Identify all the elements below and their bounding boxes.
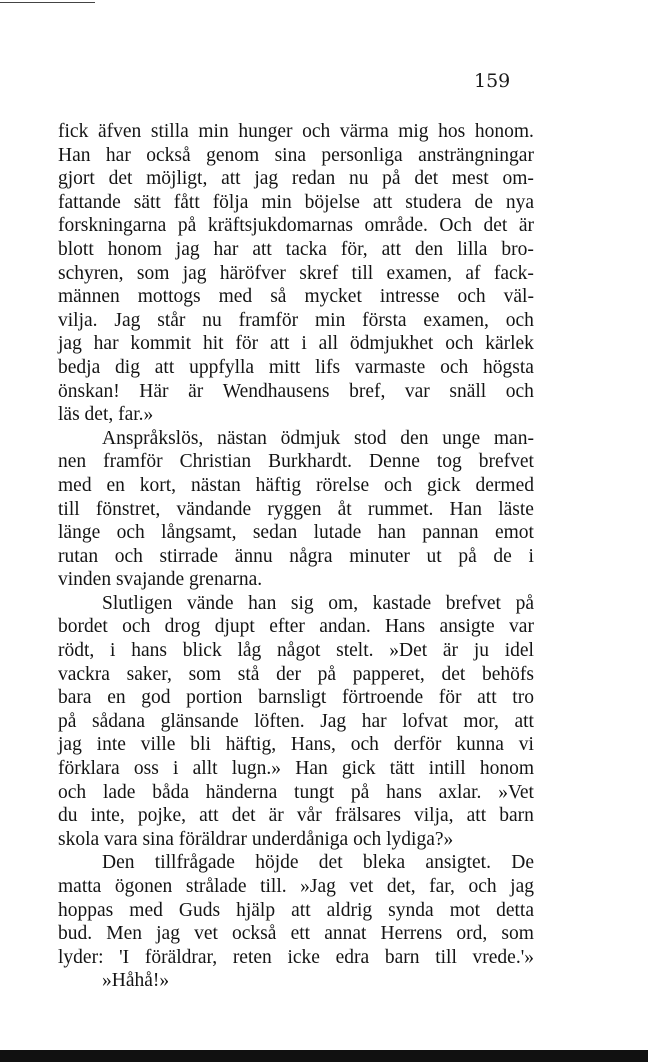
text-line: vinden svajande grenarna.: [58, 569, 263, 591]
text-line: på sådana glänsande löften. Jag har lofvat mor, att: [58, 710, 534, 732]
text-line: vackra saker, som stå der på papperet, det behöfs: [58, 663, 534, 685]
text-line: och lade båda händerna tungt på hans axlar. »Vet: [58, 781, 534, 803]
text-line: blott honom jag har att tacka för, att den lilla bro-: [58, 238, 534, 260]
text-line: önskan! Här är Wendhausens bref, var snäll och: [58, 380, 534, 402]
text-line: med en kort, nästan häftig rörelse och gick dermed: [58, 474, 534, 496]
text-line: jag har kommit hit för att i all ödmjukhet och kärlek: [58, 333, 534, 355]
text-line: hoppas med Guds hjälp att aldrig synda mot detta: [58, 899, 534, 921]
text-line: lyder: 'I föräldrar, reten icke edra barn till vrede.'»: [58, 946, 534, 968]
text-line: du inte, pojke, att det är vår frälsares vilja, att barn: [58, 805, 534, 827]
text-line: vilja. Jag står nu framför min första examen, och: [58, 309, 534, 331]
text-line: förklara oss i allt lugn.» Han gick tätt intill honom: [58, 758, 534, 780]
text-line: forskningarna på kräftsjukdomarnas område. Och det är: [58, 215, 534, 237]
text-line: bud. Men jag vet också ett annat Herrens ord, som: [58, 923, 534, 945]
text-line: Han har också genom sina personliga ansträngningar: [58, 144, 534, 166]
text-line: gjort det möjligt, att jag redan nu på det mest om-: [58, 168, 534, 190]
scan-bottom-edge: [0, 1050, 648, 1062]
text-line: bordet och drog djupt efter andan. Hans ansigte var: [58, 616, 534, 638]
text-line: bara en god portion barnsligt förtroende för att tro: [58, 687, 534, 709]
text-line: schyren, som jag häröfver skref till examen, af fack-: [58, 262, 534, 284]
text-line: skola vara sina föräldrar underdåniga och lydiga?»: [58, 828, 454, 850]
text-line: länge och långsamt, sedan lutade han pannan emot: [58, 522, 534, 544]
text-line: »Håhå!»: [102, 970, 170, 992]
text-line: fattande sätt fått följa min böjelse att studera de nya: [58, 191, 534, 213]
text-line: till fönstret, vändande ryggen åt rummet. Han läste: [58, 498, 534, 520]
text-line: rödt, i hans blick låg något stelt. »Det är ju idel: [58, 640, 534, 662]
scan-edge-line: [0, 2, 95, 3]
page-number: 159: [474, 70, 511, 92]
text-line: männen mottogs med så mycket intresse och väl-: [58, 286, 534, 308]
text-line: nen framför Christian Burkhardt. Denne tog brefvet: [58, 451, 534, 473]
text-line: läs det, far.»: [58, 404, 154, 426]
text-line: Den tillfrågade höjde det bleka ansigtet. De: [102, 852, 534, 874]
body-text: [58, 120, 534, 993]
text-line: bedja dig att uppfylla mitt lifs varmaste och högsta: [58, 356, 534, 378]
text-line: rutan och stirrade ännu några minuter ut på de i: [58, 545, 534, 567]
text-line: matta ögonen strålade till. »Jag vet det, far, och jag: [58, 876, 534, 897]
text-line: Anspråkslös, nästan ödmjuk stod den unge man-: [102, 427, 534, 449]
text-line: jag inte ville bli häftig, Hans, och derför kunna vi: [58, 734, 534, 756]
text-line: Slutligen vände han sig om, kastade brefvet på: [102, 592, 534, 614]
text-line: fick äfven stilla min hunger och värma mig hos honom.: [58, 121, 534, 142]
